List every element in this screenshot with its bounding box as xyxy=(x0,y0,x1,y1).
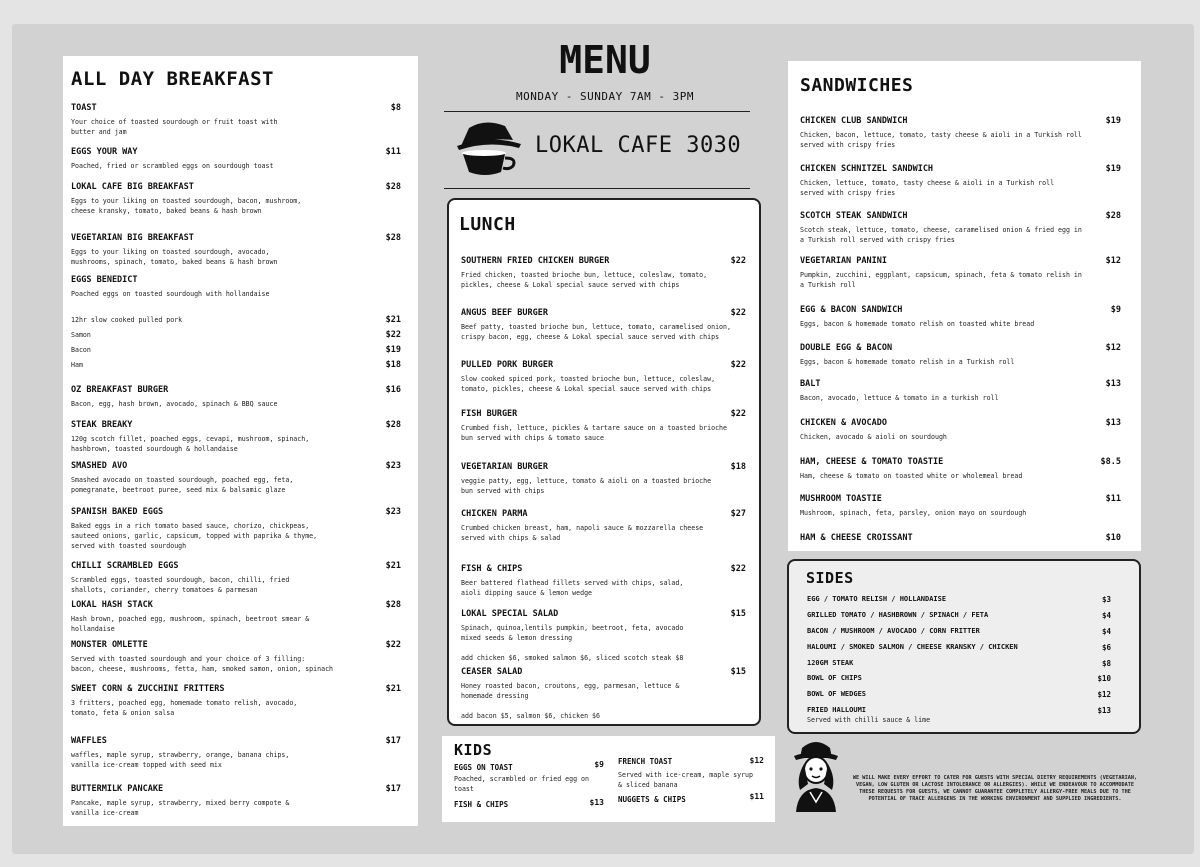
menu-item-desc: Poached eggs on toasted sourdough with hollandaise xyxy=(71,290,270,298)
menu-item-name: CHICKEN & AVOCADO xyxy=(800,418,887,428)
menu-item-name: BOWL OF CHIPS xyxy=(807,674,862,682)
menu-item-desc: Your choice of toasted sourdough or fruit toast with butter and jam xyxy=(71,118,278,136)
menu-item-price: $10 xyxy=(1097,674,1111,683)
menu-item-price: $4 xyxy=(1101,611,1111,620)
menu-item-desc: Honey roasted bacon, croutons, egg, parmesan, lettuce & homemade dressing add bacon $5, salmon $6, chicken $6 xyxy=(461,682,680,720)
menu-item-name: CHICKEN CLUB SANDWICH xyxy=(800,116,908,126)
menu-item-name: EGGS BENEDICT xyxy=(71,275,138,285)
menu-item-name: CEASER SALAD xyxy=(461,667,523,677)
menu-item-name: LOKAL HASH STACK xyxy=(71,600,153,610)
menu-item-price: $15 xyxy=(730,609,746,619)
menu-item-name: EGG / TOMATO RELISH / HOLLANDAISE xyxy=(807,595,947,603)
menu-item-price: $4 xyxy=(1101,627,1111,636)
menu-item-price: $12 xyxy=(1105,256,1121,266)
menu-item-name: OZ BREAKFAST BURGER xyxy=(71,385,169,395)
menu-item-desc: Fried chicken, toasted brioche bun, lettuce, coleslaw, tomato, pickles, cheese & Lokal special sauce served with chips xyxy=(461,271,708,289)
menu-item-price: $21 xyxy=(385,561,401,571)
menu-item-name: SWEET CORN & ZUCCHINI FRITTERS xyxy=(71,684,225,694)
menu-item-desc: 12hr slow cooked pulled pork xyxy=(71,316,183,324)
menu-item-desc: Served with toasted sourdough and your choice of 3 filling: bacon, cheese, mushrooms, fetta, ham, smoked samon, onion, spinach xyxy=(71,655,334,673)
menu-item-desc: Chicken, bacon, lettuce, tomato, tasty cheese & aioli in a Turkish roll served with crispy fries xyxy=(800,131,1082,149)
breakfast-title: ALL DAY BREAKFAST xyxy=(71,68,274,90)
cafe-name: LOKAL CAFE 3030 xyxy=(535,133,742,158)
menu-item-price: $28 xyxy=(385,233,401,243)
menu-item-name: CHICKEN PARMA xyxy=(461,509,528,519)
kids-item-price: $13 xyxy=(589,798,604,807)
menu-item-name: BOWL OF WEDGES xyxy=(807,690,867,698)
menu-item-price: $11 xyxy=(1105,494,1121,504)
menu-item-desc: Bacon, egg, hash brown, avocado, spinach & BBQ sauce xyxy=(71,400,278,408)
menu-item-name: HAM & CHEESE CROISSANT xyxy=(800,533,913,543)
menu-item-desc: Pancake, maple syrup, strawberry, mixed berry compote & vanilla ice-cream xyxy=(71,799,290,817)
menu-item-price: $22 xyxy=(385,330,401,340)
menu-item-name: WAFFLES xyxy=(71,736,107,746)
menu-item-name: TOAST xyxy=(71,103,97,113)
lunch-title: LUNCH xyxy=(459,214,516,235)
menu-item-desc: Scotch steak, lettuce, tomato, cheese, caramelised onion & fried egg in a Turkish roll served with crispy fries xyxy=(800,226,1082,244)
menu-item-price: $19 xyxy=(385,345,401,355)
menu-item-name: FISH BURGER xyxy=(461,409,518,419)
header-divider-bottom xyxy=(444,188,750,189)
menu-item-price: $3 xyxy=(1101,595,1111,604)
menu-item-desc: Beer battered flathead fillets served with chips, salad, aioli dipping sauce & lemon wedge xyxy=(461,579,684,597)
menu-item-price: $8.5 xyxy=(1100,457,1121,467)
menu-item-name: 120GM STEAK xyxy=(807,659,854,667)
sandwiches-title: SANDWICHES xyxy=(800,75,914,96)
menu-item-desc: Ham, cheese & tomato on toasted white or wholemeal bread xyxy=(800,472,1023,480)
menu-item-price: $28 xyxy=(385,420,401,430)
menu-item-price: $22 xyxy=(730,256,746,266)
menu-item-price: $23 xyxy=(385,461,401,471)
menu-item-name: BUTTERMILK PANCAKE xyxy=(71,784,164,794)
menu-item-price: $19 xyxy=(1105,116,1121,126)
menu-item-desc: Baked eggs in a rich tomato based sauce, chorizo, chickpeas, sauteed onions, garlic, capsicum, topped with paprika & thyme, served with toasted sourdough xyxy=(71,522,318,550)
menu-item-name: DOUBLE EGG & BACON xyxy=(800,343,893,353)
menu-item-name: SPANISH BAKED EGGS xyxy=(71,507,164,517)
menu-item-desc: Crumbed chicken breast, ham, napoli sauce & mozzarella cheese served with chips & salad xyxy=(461,524,704,542)
menu-item-name: CHILLI SCRAMBLED EGGS xyxy=(71,561,179,571)
menu-item-desc: Slow cooked spiced pork, toasted brioche bun, lettuce, coleslaw, tomato, pickles, cheese & Lokal special sauce served with chips xyxy=(461,375,716,393)
menu-item-price: $22 xyxy=(730,360,746,370)
menu-item-name: VEGETARIAN BIG BREAKFAST xyxy=(71,233,194,243)
menu-item-desc: Hash brown, poached egg, mushroom, spinach, beetroot smear & hollandaise xyxy=(71,615,310,633)
menu-item-price: $17 xyxy=(385,784,401,794)
sandwiches-panel xyxy=(788,61,1141,551)
menu-item-desc: Smashed avocado on toasted sourdough, poached egg, feta, pomegranate, beetroot puree, seed mix & balsamic glaze xyxy=(71,476,294,494)
menu-item-name: EGGS YOUR WAY xyxy=(71,147,138,157)
menu-item-desc: veggie patty, egg, lettuce, tomato & aioli on a toasted brioche bun served with chips xyxy=(461,477,712,495)
menu-item-price: $8 xyxy=(1101,659,1111,668)
kids-item-price: $11 xyxy=(749,792,764,801)
menu-item-desc: Beef patty, toasted brioche bun, lettuce, tomato, caramelised onion, crispy bacon, egg, cheese & Lokal special sauce served with chips xyxy=(461,323,731,341)
menu-item-price: $28 xyxy=(385,182,401,192)
menu-item-price: $22 xyxy=(730,564,746,574)
kids-item-name: FISH & CHIPS xyxy=(454,800,509,809)
menu-title: MENU xyxy=(559,38,651,82)
menu-item-name: VEGETARIAN BURGER xyxy=(461,462,548,472)
menu-item-price: $13 xyxy=(1097,706,1111,715)
menu-item-price: $21 xyxy=(385,315,401,325)
menu-item-desc: Scrambled eggs, toasted sourdough, bacon, chilli, fried shallots, coriander, cherry tomatoes & parmesan xyxy=(71,576,290,594)
menu-item-desc: Chicken, avocado & aioli on sourdough xyxy=(800,433,947,441)
menu-item-name: MUSHROOM TOASTIE xyxy=(800,494,882,504)
menu-item-desc: Bacon xyxy=(71,346,91,354)
kids-item-price: $12 xyxy=(749,756,764,765)
menu-item-desc: Mushroom, spinach, feta, parsley, onion mayo on sourdough xyxy=(800,509,1027,517)
menu-item-price: $19 xyxy=(1105,164,1121,174)
menu-item-name: SCOTCH STEAK SANDWICH xyxy=(800,211,908,221)
menu-item-price: $17 xyxy=(385,736,401,746)
menu-item-name: FISH & CHIPS xyxy=(461,564,523,574)
kids-item-name: FRENCH TOAST xyxy=(618,757,673,766)
menu-item-price: $15 xyxy=(730,667,746,677)
sides-note: Served with chilli sauce & lime xyxy=(807,716,931,724)
menu-item-price: $13 xyxy=(1105,418,1121,428)
menu-item-price: $18 xyxy=(730,462,746,472)
breakfast-panel xyxy=(63,56,418,826)
kids-item-desc: Poached, scrambled or fried egg on toast xyxy=(454,775,589,793)
menu-item-desc: 3 fritters, poached egg, homemade tomato relish, avocado, tomato, feta & onion salsa xyxy=(71,699,298,717)
menu-item-desc: Eggs, bacon & homemade tomato relish on toasted white bread xyxy=(800,320,1035,328)
menu-item-price: $8 xyxy=(390,103,401,113)
opening-hours: MONDAY - SUNDAY 7AM - 3PM xyxy=(515,90,695,103)
menu-item-price: $6 xyxy=(1101,643,1111,652)
menu-item-desc: Ham xyxy=(71,361,83,369)
cafe-logo-icon xyxy=(455,116,525,180)
menu-item-price: $21 xyxy=(385,684,401,694)
sides-panel xyxy=(787,559,1141,734)
menu-item-desc: Eggs to your liking on toasted sourdough, bacon, mushroom, cheese kransky, tomato, baked beans & hash brown xyxy=(71,197,302,215)
menu-item-name: MONSTER OMLETTE xyxy=(71,640,148,650)
menu-item-desc: Eggs, bacon & homemade tomato relish in a Turkish roll xyxy=(800,358,1015,366)
menu-item-name: SMASHED AVO xyxy=(71,461,128,471)
menu-item-desc: Chicken, lettuce, tomato, tasty cheese & aioli in a Turkish roll served with crispy fries xyxy=(800,179,1055,197)
menu-item-name: BALT xyxy=(800,379,821,389)
menu-item-name: LOKAL CAFE BIG BREAKFAST xyxy=(71,182,194,192)
menu-item-name: HAM, CHEESE & TOMATO TOASTIE xyxy=(800,457,944,467)
menu-item-price: $28 xyxy=(1105,211,1121,221)
menu-item-price: $28 xyxy=(385,600,401,610)
kids-item-desc: Served with ice-cream, maple syrup & sliced banana xyxy=(618,771,753,789)
menu-item-name: ANGUS BEEF BURGER xyxy=(461,308,548,318)
menu-item-name: SOUTHERN FRIED CHICKEN BURGER xyxy=(461,256,610,266)
menu-item-name: CHICKEN SCHNITZEL SANDWICH xyxy=(800,164,934,174)
menu-item-desc: Spinach, quinoa,lentils pumpkin, beetroot, feta, avocado mixed seeds & lemon dressing add chicken $6, smoked salmon $6, sliced scotch steak $8 xyxy=(461,624,684,662)
lunch-panel xyxy=(447,198,761,726)
kids-title: KIDS xyxy=(454,741,493,759)
kids-item-name: NUGGETS & CHIPS xyxy=(618,795,686,804)
menu-item-desc: Crumbed fish, lettuce, pickles & tartare sauce on a toasted brioche bun served with chips & tomato sauce xyxy=(461,424,727,442)
menu-item-name: GRILLED TOMATO / HASHBROWN / SPINACH / FETA xyxy=(807,611,989,619)
menu-item-desc: Poached, fried or scrambled eggs on sourdough toast xyxy=(71,162,274,170)
menu-item-name: FRIED HALLOUMI xyxy=(807,706,867,714)
menu-item-price: $22 xyxy=(385,640,401,650)
menu-item-name: STEAK BREAKY xyxy=(71,420,133,430)
menu-item-price: $9 xyxy=(1110,305,1121,315)
menu-item-price: $22 xyxy=(730,308,746,318)
menu-item-desc: Pumpkin, zucchini, eggplant, capsicum, spinach, feta & tomato relish in a Turkish roll xyxy=(800,271,1082,289)
menu-item-price: $12 xyxy=(1105,343,1121,353)
menu-item-price: $23 xyxy=(385,507,401,517)
menu-item-desc: Samon xyxy=(71,331,91,339)
menu-item-price: $18 xyxy=(385,360,401,370)
mascot-illustration-icon xyxy=(788,738,844,812)
menu-item-price: $12 xyxy=(1097,690,1111,699)
menu-item-desc: waffles, maple syrup, strawberry, orange, banana chips, vanilla ice-cream topped with seed mix xyxy=(71,751,290,769)
kids-item-price: $9 xyxy=(594,760,604,769)
menu-item-desc: Eggs to your liking on toasted sourdough, avocado, mushrooms, spinach, tomato, baked beans & hash brown xyxy=(71,248,278,266)
menu-item-name: BACON / MUSHROOM / AVOCADO / CORN FRITTER xyxy=(807,627,980,635)
kids-panel xyxy=(442,736,775,822)
menu-item-price: $22 xyxy=(730,409,746,419)
menu-item-desc: 120g scotch fillet, poached eggs, cevapi, mushroom, spinach, hashbrown, toasted sourdough & hollandaise xyxy=(71,435,310,453)
kids-item-name: EGGS ON TOAST xyxy=(454,763,513,772)
menu-item-price: $16 xyxy=(385,385,401,395)
menu-item-price: $10 xyxy=(1105,533,1121,543)
menu-item-name: HALOUMI / SMOKED SALMON / CHEESE KRANSKY / CHICKEN xyxy=(807,643,1018,651)
menu-item-desc: Bacon, avocado, lettuce & tomato in a turkish roll xyxy=(800,394,999,402)
menu-item-name: LOKAL SPECIAL SALAD xyxy=(461,609,559,619)
header-divider-top xyxy=(444,111,750,112)
menu-item-name: VEGETARIAN PANINI xyxy=(800,256,887,266)
menu-item-name: EGG & BACON SANDWICH xyxy=(800,305,903,315)
menu-item-price: $27 xyxy=(730,509,746,519)
menu-item-name: PULLED PORK BURGER xyxy=(461,360,554,370)
sides-title: SIDES xyxy=(806,569,854,587)
menu-item-price: $11 xyxy=(385,147,401,157)
menu-item-price: $13 xyxy=(1105,379,1121,389)
allergy-notice: WE WILL MAKE EVERY EFFORT TO CATER FOR GUESTS WITH SPECIAL DIETRY REQUIREMENTS (VEGETARIAN, VEGAN, LOW GLUTEN OR LACTOSE INTOLERANCE OR ALLERGIES). WHILE WE ENDEAVOUR TO ACCOMMODATE THESE REQUESTS FOR GUESTS, WE CANNOT GUARANTEE COMPLETELY ALLERGY-FREE MEALS DUE TO THE POTENTIAL OF TRACE ALLERGENS IN THE WORKING ENVIRONMENT AND SUPPLIED INGREDIENTS. xyxy=(852,775,1138,802)
